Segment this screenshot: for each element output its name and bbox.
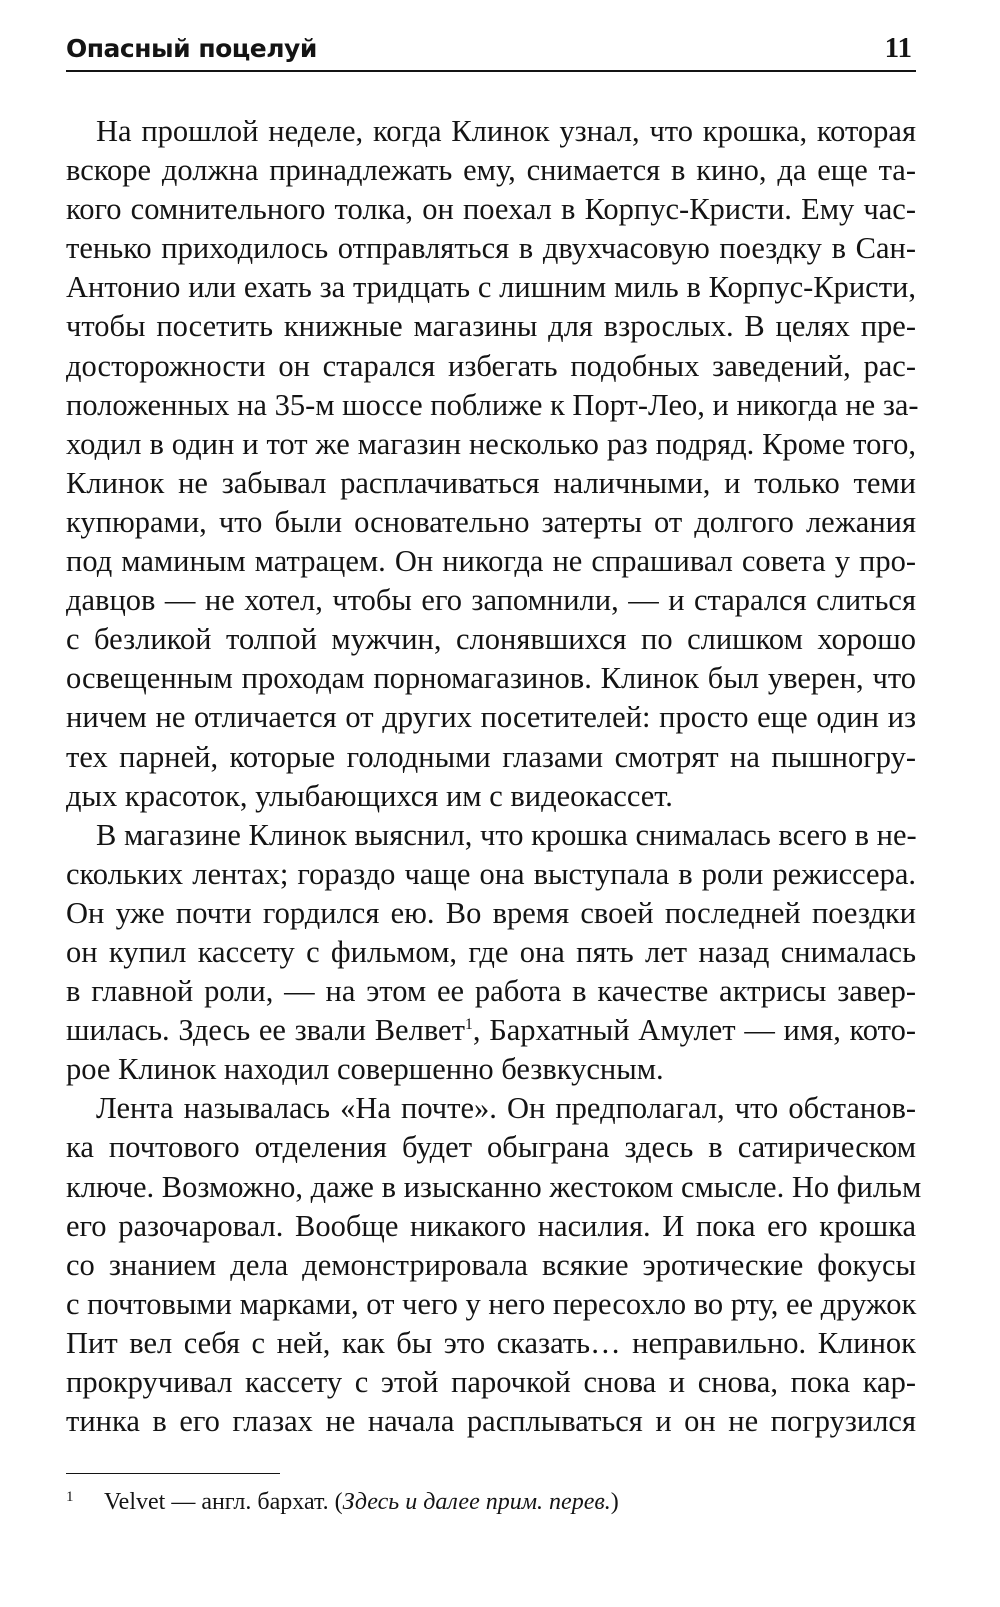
text-line: Клинок не забывал расплачиваться наличными, и только теми [66,465,916,500]
text-line: Он уже почти гордился ею. Во время своей последней поездки [66,895,916,930]
text-line: он купил кассету с фильмом, где она пять лет назад снималась [66,934,916,969]
running-header [66,30,916,72]
text-line: со знанием дела демонстрировала всякие эротические фокусы [66,1247,916,1282]
text-line: прокручивал кассету с этой парочкой снова и снова, пока кар- [66,1365,916,1399]
footnote-marker: 1 [66,1489,74,1505]
text-line: ходил в один и тот же магазин несколько раз подряд. Кроме того, [66,426,916,461]
text-line: На прошлой неделе, когда Клинок узнал, что крошка, которая [96,114,916,148]
footnote-text: Velvet — англ. бархат. ( [104,1489,343,1515]
text-line: давцов — не хотел, чтобы его запомнили, — и старался слиться [66,583,916,618]
text-line: скольких лентах; гораздо чаще она выступала в роли режиссера. [66,856,916,891]
text-line: положенных на 35-м шоссе поближе к Порт-Лео, и никогда не за- [66,387,919,422]
text-line: В магазине Клинок выяснил, что крошка снималась всего в не- [96,817,917,852]
paragraph-1 [66,112,919,816]
text-line: ключе. Возможно, даже в изысканно жестоком смысле. Но фильм [66,1169,922,1204]
main-text [66,112,922,1441]
text-line: с почтовыми марками, от чего у него пересохло во рту, ее дружок [66,1286,917,1321]
text-line: досторожности он старался избегать подобных заведений, рас- [66,348,916,383]
text-line: тинка в его глазах не начала расплываться и он не погрузился [66,1404,916,1439]
text-line: ничем не отличается от других посетителей: просто еще один из [66,700,916,735]
page-number: 11 [884,32,912,64]
text-line: рое Клинок находил совершенно безвкусным. [66,1052,664,1087]
text-line: в главной роли, — на этом ее работа в качестве актрисы завер- [66,974,916,1009]
text-line: Антонио или ехать за тридцать с лишним миль в Корпус-Кристи, [66,270,916,305]
text-line: Лента называлась «На почте». Он предполагал, что обстанов- [96,1091,916,1126]
text-fragment: , Бархатный Амулет — имя, кото- [472,1013,916,1048]
text-line: дых красоток, улыбающихся им с видеокассет. [66,778,673,813]
text-line: ка почтового отделения будет обыграна здесь в сатирическом [66,1130,916,1165]
text-line: освещенным проходам порномагазинов. Клинок был уверен, что [66,661,916,696]
paragraph-2 [66,816,916,1090]
footnote-separator [66,1473,280,1474]
text-line: его разочаровал. Вообще никакого насилия. И пока его крошка [66,1208,916,1243]
text-line: тенько приходилось отправляться в двухчасовую поездку в Сан- [66,231,916,266]
book-title: Опасный поцелуй [66,34,317,63]
text-line: Пит вел себя с ней, как бы это сказать… неправильно. Клинок [66,1325,916,1360]
footnote-text-close: ) [610,1489,619,1515]
footnote-reference: 1 [464,1016,473,1033]
text-line: с безликой толпой мужчин, слонявшихся по слишком хорошо [66,622,916,657]
footnote [66,1487,916,1517]
text-fragment: шилась. Здесь ее звали Велвет [66,1013,465,1048]
paragraph-3 [66,1089,922,1441]
text-line: чтобы посетить книжные магазины для взрослых. В целях пре- [66,309,916,344]
text-line: вскоре должна принадлежать ему, снимается в кино, да еще та- [66,153,916,188]
text-line-with-footnote-ref [66,1011,916,1050]
text-line: кого сомнительного толка, он поехал в Корпус-Кристи. Ему час- [66,192,916,227]
text-line: под маминым матрацем. Он никогда не спрашивал совета у про- [66,544,916,579]
footnote-italic-text: Здесь и далее прим. перев. [342,1489,611,1515]
text-line: тех парней, которые голодными глазами смотрят на пышногру- [66,739,916,774]
text-line: купюрами, что были основательно затерты от долгого лежания [66,504,916,539]
